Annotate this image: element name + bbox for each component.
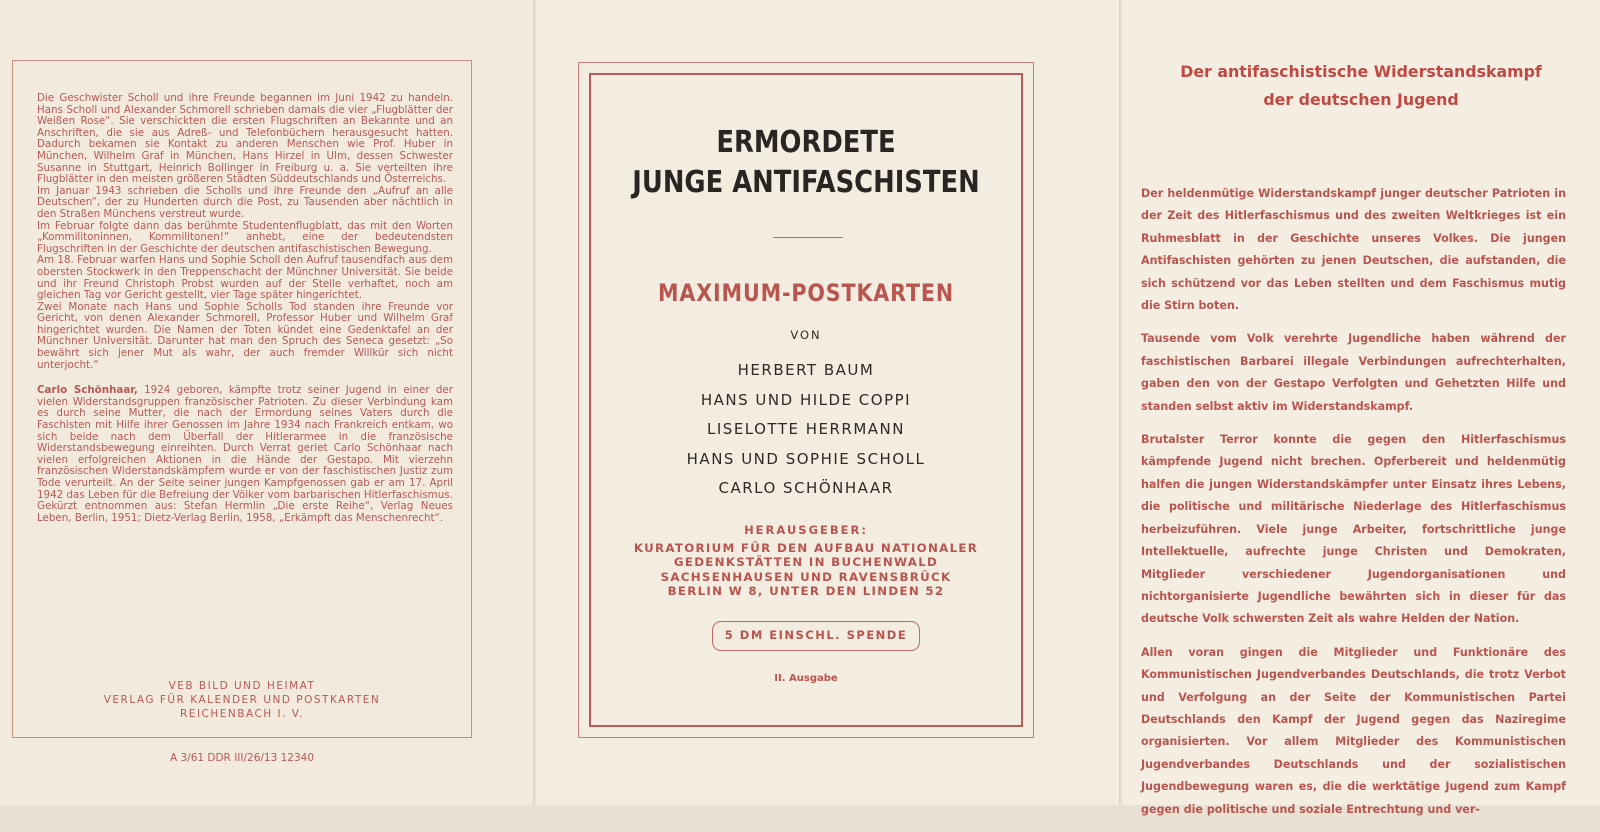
cover-title (621, 123, 991, 203)
von-label: VON (790, 328, 822, 342)
divider (773, 237, 843, 238)
title-line: ERMORDETE (716, 125, 896, 160)
left-body-text (37, 93, 453, 524)
publisher-line: GEDENKSTÄTTEN IN BUCHENWALD (673, 555, 939, 570)
left-frame (12, 60, 472, 738)
left-paragraph: Im Januar 1943 schrieben die Scholls und ihre Freunde den „Aufruf an alle Deutschen“, der zu Hunderten durch die Post, zu Tausenden aber nächtlich in den Straßen Münchens verstreut wurde. (37, 184, 453, 220)
names-list (591, 356, 1021, 504)
name-item: CARLO SCHÖNHAAR (718, 479, 894, 498)
name-item: HERBERT BAUM (737, 361, 875, 379)
left-paragraph: Am 18. Februar warfen Hans und Sophie Scholl den Aufruf tausendfach aus dem obersten Stockwerk in den Treppenschacht der Münchner Universität. Sie beide und ihr Freund Christoph Probst wurden auf der Stelle verhaftet, noch am gleichen Tag vor Gericht gestellt, vier Tage später hingerichtet. (37, 254, 453, 302)
middle-panel (536, 0, 1120, 805)
right-heading (1122, 58, 1600, 113)
schoenhaar-paragraph (37, 385, 453, 501)
name-item: HANS UND SOPHIE SCHOLL (686, 449, 926, 468)
right-panel (1122, 0, 1600, 816)
right-paragraph: Der heldenmütige Widerstandskampf junger deutscher Patrioten in der Zeit des Hitlerfaschismus und des zweiten Weltkrieges ist ein Ruhmesblatt in der Geschichte unseres Volkes. Die jungen Antifaschisten gehörten zu jenen Deutschen, die aufstanden, die sich schützend vor das Leben stellten und dem Faschismus mutig die Stirn boten. (1141, 187, 1566, 313)
publisher-line: VEB BILD UND HEIMAT (168, 680, 316, 692)
name-item: LISELOTTE HERRMANN (707, 420, 905, 439)
left-panel (0, 0, 534, 805)
publisher-line: BERLIN W 8, UNTER DEN LINDEN 52 (667, 584, 945, 599)
publisher-block (591, 541, 1021, 599)
schoenhaar-text: 1924 geboren, kämpfte trotz seiner Jugend in einer der vielen Widerstandsgruppen französischer Patrioten. Zu dieser Verbindung kam es durch seine Mutter, die nach der Ermordung seines Vaters durch die Faschisten mit Hilfe ihrer Genossen im Jahre 1934 nach Frankreich entkam, wo sich beide nach dem Überfall der Hitlerarmee in die französische Widerstandsbewegung einreihten. Durch Verrat geriet Carlo Schönhaar nach vielen erfolgreichen Aktionen in die Hände der Gestapo. Mit vierzehn französischen Widerstandskämpfern wurde er von der faschistischen Justiz zum Tode verurteilt. An der Seite seiner jungen Kampfgenossen gab er am 17. April 1942 das Leben für die Befreiung der Völker vom barbarischen Hitlerfaschismus. (37, 384, 453, 501)
left-paragraph: Die Geschwister Scholl und ihre Freunde begannen im Juni 1942 zu handeln. Hans Scholl und Alexander Schmorell schrieben damals die vier „Flugblätter der Weißen Rose“. Sie verschickten die ersten Flugschriften an Bekannte und an Anschriften, die sie aus Adreß- und Telefonbüchern herausgesucht hatten. Dadurch bekamen sie Kontakt zu anderen Menschen wie Prof. Huber in München, Wilhelm Graf in München, Hans Hirzel in Ulm, dessen Schwester Susanne in Stuttgart, Heinrich Bollinger in Freiburg u. a. Sie verteilten ihre Flugblätter in den meisten größeren Städten Süddeutschlands und Österreichs. (37, 92, 453, 186)
publisher-label: HERAUSGEBER: (744, 523, 868, 537)
edition-label: II. Ausgabe (774, 673, 838, 684)
left-publisher (13, 679, 471, 721)
source-note: Gekürzt entnommen aus: Stefan Hermlin „Die erste Reihe“, Verlag Neues Leben, Berlin, 1951; Dietz-Verlag Berlin, 1958, „Erkämpft das Menschenrecht“. (37, 500, 453, 524)
left-paragraph: Im Februar folgte dann das berühmte Studentenflugblatt, das mit den Worten „Kommilitoninnen, Kommilitonen!“ anhebt, eine der bedeutendsten Flugschriften in der Geschichte der deutschen antifaschistischen Bewegung. (37, 219, 453, 255)
cover-subtitle: MAXIMUM-POSTKARTEN (657, 279, 955, 307)
name-item: HANS UND HILDE COPPI (700, 390, 912, 409)
right-paragraph: Brutalster Terror konnte die gegen den Hitlerfaschismus kämpfende Jugend nicht brechen. Opferbereit und heldenmütig halfen die jungen Widerstandskämpfer unter Einsatz ihres Lebens, die politische und militärische Niederlage des Hitlerfaschismus herbeizuführen. Viele junge Arbeiter, fortschrittliche junge Intellektuelle, aufrechte junge Christen und Demokraten, Mitglieder verschiedener Jugendorganisationen und nichtorganisierte Jugendliche bewährten sich in dieser für das deutsche Volk schwersten Zeit als wahre Helden der Nation. (1141, 433, 1566, 626)
right-paragraph: Tausende vom Volk verehrte Jugendliche haben während der faschistischen Barbarei illegale Verbindungen aufrechterhalten, gaben den von der Gestapo Verfolgten und Gehetzten Hilfe und standen selbst aktiv im Widerstandskampf. (1141, 332, 1566, 413)
title-line: JUNGE ANTIFASCHISTEN (632, 165, 980, 200)
schoenhaar-name: Carlo Schönhaar, (37, 384, 138, 397)
right-paragraph: Allen voran gingen die Mitglieder und Funktionäre des Kommunistischen Jugendverbandes Deutschlands, die trotz Verbot und Verfolgung an der Seite der Kommunistischen Partei Deutschlands den Kampf der Jugend gegen das Naziregime organisierten. Vor allem Mitglieder des Kommunistischen Jugendverbandes Deutschlands und der sozialistischen Jugendbewegung waren es, die die werktätige Jugend zum Kampf gegen die politische und soziale Entrechtung und ver- (1141, 645, 1566, 816)
heading-line: Der antifaschistische Widerstandskampf (1180, 62, 1542, 81)
publisher-line: KURATORIUM FÜR DEN AUFBAU NATIONALER (633, 541, 979, 555)
price-badge: 5 DM EINSCHL. SPENDE (712, 621, 920, 651)
cover-outer-frame (578, 62, 1034, 738)
left-paragraph: Zwei Monate nach Hans und Sophie Scholls Tod standen ihre Freunde vor Gericht, von denen Alexander Schmorell, Professor Huber und Wilhelm Graf hingerichtet wurden. Die Namen der Toten kündet eine Gedenktafel an der Münchner Universität. Darunter hat man den Spruch des Seneca gesetzt: „So bewährt sich jener Mut als wahr, der auch fremder Willkür sich nicht unterjocht.“ (37, 300, 453, 371)
print-code: A 3/61 DDR III/26/13 12340 (169, 752, 315, 764)
publisher-line: VERLAG FÜR KALENDER UND POSTKARTEN (103, 694, 381, 706)
publisher-line: SACHSENHAUSEN UND RAVENSBRÜCK (660, 569, 952, 584)
cover-inner-frame (589, 73, 1023, 727)
heading-line: der deutschen Jugend (1263, 89, 1459, 109)
publisher-line: REICHENBACH I. V. (180, 708, 304, 720)
right-body-text (1141, 183, 1566, 832)
